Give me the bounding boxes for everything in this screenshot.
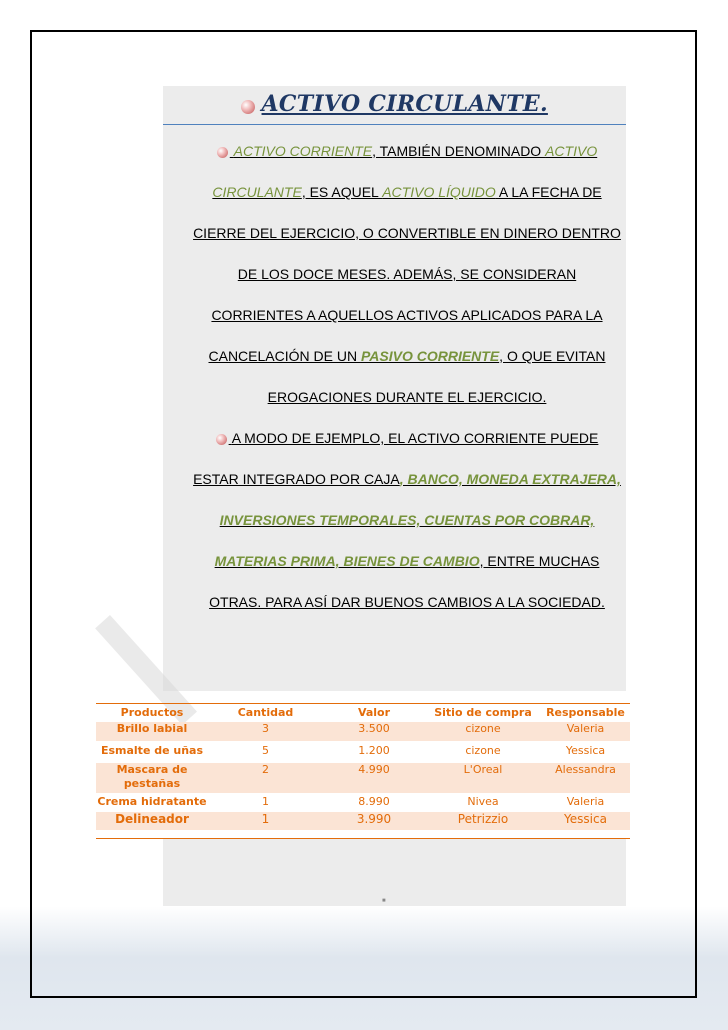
table-cell: Nivea [467,795,499,808]
text-segment: , TAMBIÉN DENOMINADO [372,143,546,159]
products-table [96,704,630,830]
table-cell: Delineador [96,812,208,830]
term-activo-circulante: ACTIVO CIRCULANTE [212,143,598,200]
table-row [96,793,630,812]
text-segment: A LA FECHA DE CIERRE DEL EJERCICIO, O CONVERTIBLE EN DINERO DENTRO DE LOS DOCE MESES. ADEMÁS, SE CONSIDERAN CORRIENTES A AQUELLOS ACTIVOS APLICADOS PARA LA CANCELACIÓN DE UN [193,184,621,364]
table-row [96,722,630,741]
table-cell: Crema hidratante [97,795,207,808]
table-bottom-rule [96,838,630,839]
table-cell: 4.990 [323,763,425,793]
column-header: Cantidad [237,706,294,719]
table-cell: 1 [262,795,269,808]
table-cell: 8.990 [358,795,390,808]
table-cell: 2 [208,763,323,793]
table-cell: Yessica [565,744,606,757]
table-row [96,763,630,793]
term-liquido: LÍQUIDO [438,184,496,200]
table-row [96,812,630,830]
paragraph-ejemplo [192,418,622,623]
table-cell: Mascara de pestañas [96,763,208,793]
table-cell: Valeria [541,722,630,741]
content-panel-lower [163,838,626,906]
term-activo: ACTIVO [382,184,435,200]
column-header: Valor [357,706,391,719]
table-cell: Brillo labial [96,722,208,741]
table-cell: 1 [208,812,323,830]
bullet-icon [216,434,227,445]
column-header: Productos [120,706,184,719]
table-row [96,741,630,763]
page-title: ACTIVO CIRCULANTE. [261,91,548,117]
text-segment: A MODO DE EJEMPLO, EL ACTIVO CORRIENTE PUEDE ESTAR INTEGRADO POR CAJA [193,430,599,487]
table-cell: Valeria [566,795,605,808]
title-bar [163,86,626,125]
bullet-icon [217,147,228,158]
table-cell: cizone [425,722,541,741]
table-cell: L'Oreal [425,763,541,793]
table-cell: cizone [465,744,501,757]
table-cell: Yessica [541,812,630,830]
table-cell: 1.200 [358,744,390,757]
term-pasivo-corriente: PASIVO CORRIENTE [360,348,500,364]
table-cell: 3 [208,722,323,741]
table-cell: 5 [262,744,269,757]
table-cell: Esmalte de uñas [100,744,204,757]
table-cell: Petrizzio [425,812,541,830]
table-cell: 3.500 [323,722,425,741]
paragraph-activo-corriente [192,131,622,418]
bullet-icon [241,100,255,114]
column-header: Sitio de compra [434,706,532,719]
products-table-container [96,703,630,830]
examples-list: , BANCO, MONEDA EXTRAJERA, INVERSIONES TEMPORALES, CUENTAS POR COBRAR, MATERIAS PRIMA, BIENES DE CAMBIO [214,471,621,569]
term-activo-corriente: ACTIVO CORRIENTE [233,143,373,159]
column-header: Responsable [546,706,625,719]
text-segment: , ES AQUEL [301,184,383,200]
page-marker-icon: ■ [382,898,386,904]
table-header-row [96,704,630,722]
text-segment: , ENTRE MUCHAS OTRAS. PARA ASÍ DAR BUENOS CAMBIOS A LA SOCIEDAD. [209,553,605,610]
table-cell: Alessandra [541,763,630,793]
table-cell: 3.990 [323,812,425,830]
text-segment: , O QUE EVITAN EROGACIONES DURANTE EL EJERCICIO. [267,348,606,405]
